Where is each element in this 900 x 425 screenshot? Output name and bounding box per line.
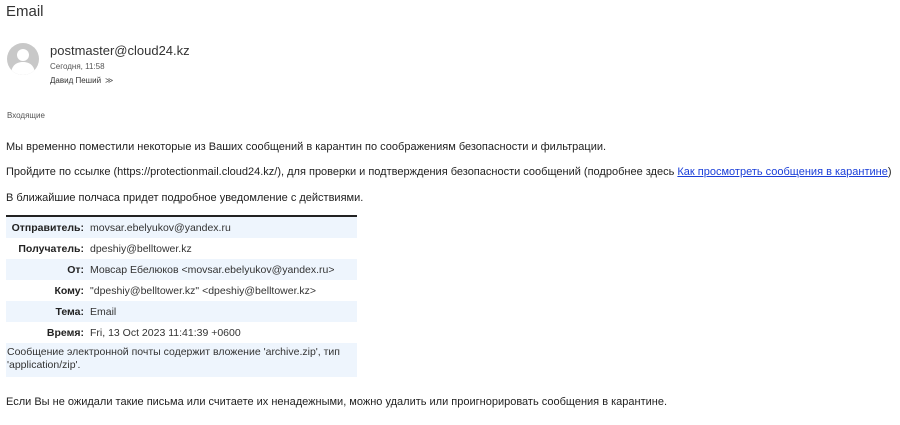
sender-email[interactable]: postmaster@cloud24.kz — [50, 43, 190, 58]
attachment-note: Сообщение электронной почты содержит вложение 'archive.zip', тип 'application/zip'. — [6, 343, 357, 377]
body-paragraph-2 — [6, 166, 892, 178]
details-label: Тема: — [55, 305, 84, 318]
person-silhouette-icon — [7, 43, 39, 75]
body-paragraph-3: В ближайшие полчаса придет подробное уведомление с действиями. — [6, 192, 364, 204]
page-title: Email — [6, 3, 44, 20]
paragraph-2-close: ) — [887, 166, 892, 178]
details-row-time — [6, 322, 357, 343]
message-date: Сегодня, 11:58 — [50, 62, 105, 71]
details-label: От: — [67, 263, 84, 276]
details-value: Fri, 13 Oct 2023 11:41:39 +0600 — [90, 326, 241, 339]
paragraph-2-text: Пройдите по ссылке (https://protectionmail.cloud24.kz/), для проверки и подтверждения безопасности сообщений (подробнее здесь — [6, 166, 678, 178]
details-row-sender — [6, 217, 357, 238]
folder-label: Входящие — [7, 111, 45, 120]
body-paragraph-1: Мы временно поместили некоторые из Ваших сообщений в карантин по соображениям безопасности и фильтрации. — [6, 141, 607, 153]
details-label: Отправитель: — [11, 221, 84, 234]
avatar[interactable] — [7, 43, 39, 75]
details-value: "dpeshiy@belltower.kz" <dpeshiy@belltower.kz> — [90, 284, 317, 297]
details-row-subject — [6, 301, 357, 322]
recipient-line[interactable] — [50, 76, 113, 85]
details-label: Время: — [46, 326, 84, 339]
details-value: movsar.ebelyukov@yandex.ru — [90, 221, 231, 234]
double-chevron-down-icon[interactable]: ≫ — [105, 76, 114, 85]
details-label: Кому: — [54, 284, 84, 297]
quarantine-help-link[interactable]: Как просмотреть сообщения в карантине — [677, 166, 888, 178]
details-row-from — [6, 259, 357, 280]
message-details-table — [6, 215, 357, 377]
recipient-name: Давид Пеший — [50, 76, 102, 85]
details-value: dpeshiy@belltower.kz — [90, 242, 192, 255]
details-value: Email — [90, 305, 117, 318]
details-label: Получатель: — [18, 242, 84, 255]
body-paragraph-4: Если Вы не ожидали такие письма или считаете их ненадежными, можно удалить или проигнорировать сообщения в карантине. — [6, 396, 668, 408]
details-row-to — [6, 280, 357, 301]
details-row-recipient — [6, 238, 357, 259]
details-value: Мовсар Ебелюков <movsar.ebelyukov@yandex.ru> — [90, 263, 335, 276]
